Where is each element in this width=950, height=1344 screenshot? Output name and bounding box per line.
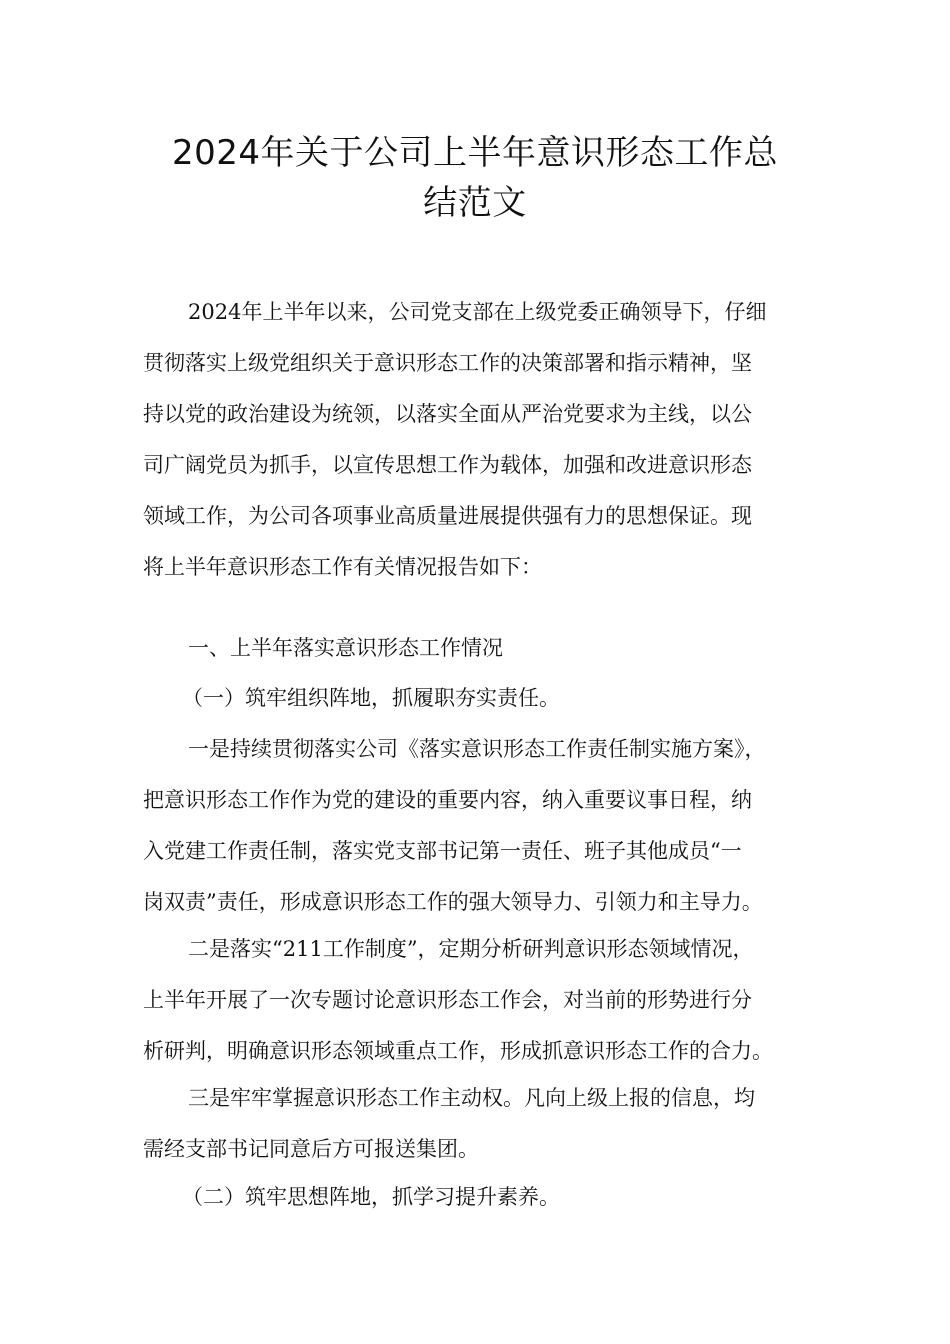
subsection-heading: （一）筑牢组织阵地，抓履职夯实责任。 [182, 686, 560, 710]
section-heading: 一、上半年落实意识形态工作情况 [188, 636, 503, 660]
text-line: 2024年上半年以来，公司党支部在上级党委正确领导下，仔细 [188, 300, 767, 324]
document-title [120, 128, 830, 228]
text-line: 司广阔党员为抓手，以宣传思想工作为载体，加强和改进意识形态 [143, 453, 752, 477]
text-line: 将上半年意识形态工作有关情况报告如下： [143, 555, 542, 579]
title-line-2: 结范文 [423, 183, 527, 223]
text-line: 上半年开展了一次专题讨论意识形态工作会，对当前的形势进行分 [143, 988, 752, 1012]
title-line-1: 2024年关于公司上半年意识形态工作总 [171, 133, 779, 173]
text-line: 把意识形态工作作为党的建设的重要内容，纳入重要议事日程，纳 [143, 788, 752, 812]
subsection-heading: （二）筑牢思想阵地，抓学习提升素养。 [182, 1185, 560, 1209]
paragraph-3 [143, 1073, 833, 1175]
text-line: 析研判，明确意识形态领域重点工作，形成抓意识形态工作的合力。 [143, 1039, 773, 1063]
text-line: 入党建工作责任制，落实党支部书记第一责任、班子其他成员“一 [143, 839, 742, 863]
paragraph-1 [143, 724, 833, 928]
text-line: 二是落实“211工作制度”，定期分析研判意识形态领域情况， [188, 937, 754, 961]
text-line: 需经支部书记同意后方可报送集团。 [143, 1137, 479, 1161]
intro-paragraph [143, 287, 833, 593]
text-line: 领域工作，为公司各项事业高质量进展提供强有力的思想保证。现 [143, 504, 752, 528]
text-line: 岗双责”责任，形成意识形态工作的强大领导力、引领力和主导力。 [143, 890, 763, 914]
text-line: 三是牢牢掌握意识形态工作主动权。凡向上级上报的信息，均 [188, 1086, 755, 1110]
paragraph-2 [143, 924, 833, 1077]
text-line: 一是持续贯彻落实公司《落实意识形态工作责任制实施方案》， [188, 737, 766, 761]
text-line: 持以党的政治建设为统领，以落实全面从严治党要求为主线，以公 [143, 402, 752, 426]
text-line: 贯彻落实上级党组织关于意识形态工作的决策部署和指示精神，坚 [143, 351, 752, 375]
